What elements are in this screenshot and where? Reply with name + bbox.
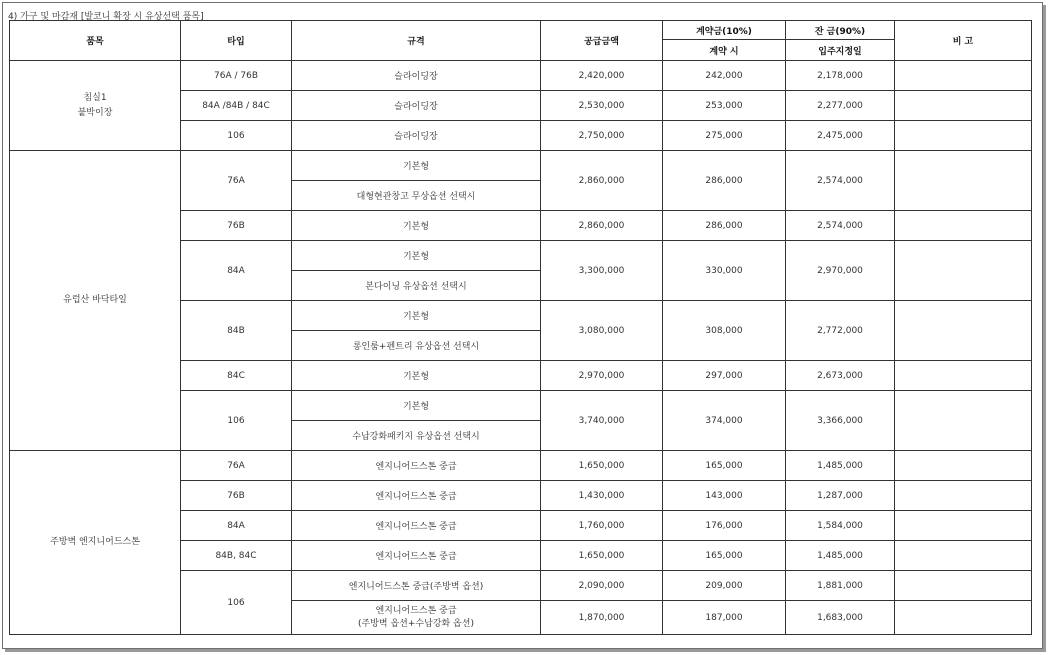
supply-price-cell: 3,740,000 (541, 391, 663, 451)
note-cell (895, 211, 1032, 241)
spec-cell: 기본형 (292, 211, 541, 241)
item-name-cell (10, 451, 181, 635)
contract-deposit-cell: 275,000 (663, 121, 786, 151)
supply-price-cell: 2,970,000 (541, 361, 663, 391)
spec-cell: 대형현관창고 무상옵션 선택시 (292, 181, 541, 211)
balance-cell: 1,485,000 (786, 541, 895, 571)
balance-cell: 2,673,000 (786, 361, 895, 391)
spec-cell: 엔지니어드스톤 중급 (292, 451, 541, 481)
contract-deposit-cell: 297,000 (663, 361, 786, 391)
spec-cell: 엔지니어드스톤 중급 (292, 481, 541, 511)
spec-cell: 기본형 (292, 361, 541, 391)
balance-cell: 1,881,000 (786, 571, 895, 601)
note-cell (895, 391, 1032, 451)
header-balance-timing: 입주지정일 (786, 40, 895, 61)
type-cell: 84A /84B / 84C (181, 91, 292, 121)
supply-price-cell: 1,650,000 (541, 451, 663, 481)
type-cell: 84B (181, 301, 292, 361)
note-cell (895, 121, 1032, 151)
balance-cell: 2,574,000 (786, 211, 895, 241)
note-cell (895, 61, 1032, 91)
balance-cell: 2,277,000 (786, 91, 895, 121)
supply-price-cell: 2,860,000 (541, 151, 663, 211)
note-cell (895, 241, 1032, 301)
note-cell (895, 481, 1032, 511)
item-name-cell (10, 61, 181, 151)
note-cell (895, 151, 1032, 211)
spec-cell: 슬라이딩장 (292, 121, 541, 151)
supply-price-cell: 2,750,000 (541, 121, 663, 151)
spec-cell: 슬라이딩장 (292, 91, 541, 121)
spec-cell: 엔지니어드스톤 중급 (주방벽 옵션+수납강화 옵션) (292, 601, 541, 635)
spec-cell: 롱인룸+펜트리 유상옵션 선택시 (292, 331, 541, 361)
contract-deposit-cell: 308,000 (663, 301, 786, 361)
spec-cell: 본다이닝 유상옵션 선택시 (292, 271, 541, 301)
table-row (10, 61, 1032, 91)
contract-deposit-cell: 187,000 (663, 601, 786, 635)
table-body (10, 61, 1032, 635)
spec-cell: 기본형 (292, 391, 541, 421)
supply-price-cell: 2,090,000 (541, 571, 663, 601)
contract-deposit-cell: 143,000 (663, 481, 786, 511)
note-cell (895, 511, 1032, 541)
section-caption: 4) 가구 및 마감재 [발코니 확장 시 유상선택 품목] (8, 12, 204, 22)
item-name-line: 주방벽 엔지니어드스톤 (50, 537, 140, 547)
balance-cell: 3,366,000 (786, 391, 895, 451)
note-cell (895, 361, 1032, 391)
supply-price-cell: 1,430,000 (541, 481, 663, 511)
balance-cell: 2,772,000 (786, 301, 895, 361)
note-cell (895, 91, 1032, 121)
header-item: 품목 (10, 21, 181, 61)
contract-deposit-cell: 330,000 (663, 241, 786, 301)
supply-price-cell: 1,760,000 (541, 511, 663, 541)
type-cell: 106 (181, 121, 292, 151)
contract-deposit-cell: 286,000 (663, 151, 786, 211)
contract-deposit-cell: 286,000 (663, 211, 786, 241)
balance-cell: 2,475,000 (786, 121, 895, 151)
note-cell (895, 541, 1032, 571)
contract-deposit-cell: 374,000 (663, 391, 786, 451)
option-price-table (9, 20, 1032, 635)
supply-price-cell: 1,650,000 (541, 541, 663, 571)
table-row (10, 151, 1032, 181)
spec-cell: 엔지니어드스톤 중급 (292, 541, 541, 571)
note-cell (895, 571, 1032, 601)
type-cell: 76A (181, 451, 292, 481)
type-cell: 106 (181, 571, 292, 635)
header-contract-deposit: 계약금(10%) (663, 21, 786, 40)
type-cell: 84C (181, 361, 292, 391)
spec-cell: 엔지니어드스톤 중급(주방벽 옵션) (292, 571, 541, 601)
spec-cell: 기본형 (292, 301, 541, 331)
balance-cell: 2,178,000 (786, 61, 895, 91)
header-balance: 잔 금(90%) (786, 21, 895, 40)
balance-cell: 1,584,000 (786, 511, 895, 541)
type-cell: 106 (181, 391, 292, 451)
balance-cell: 1,287,000 (786, 481, 895, 511)
type-cell: 76A / 76B (181, 61, 292, 91)
note-cell (895, 601, 1032, 635)
type-cell: 84A (181, 511, 292, 541)
balance-cell: 1,485,000 (786, 451, 895, 481)
header-spec: 규격 (292, 21, 541, 61)
supply-price-cell: 2,530,000 (541, 91, 663, 121)
header-note: 비 고 (895, 21, 1032, 61)
balance-cell: 1,683,000 (786, 601, 895, 635)
item-name-cell (10, 151, 181, 451)
contract-deposit-cell: 165,000 (663, 451, 786, 481)
supply-price-cell: 1,870,000 (541, 601, 663, 635)
item-name-line: 침실1 (83, 92, 107, 103)
contract-deposit-cell: 253,000 (663, 91, 786, 121)
supply-price-cell: 3,080,000 (541, 301, 663, 361)
supply-price-cell: 2,420,000 (541, 61, 663, 91)
table-row (10, 451, 1032, 481)
supply-price-cell: 2,860,000 (541, 211, 663, 241)
supply-price-cell: 3,300,000 (541, 241, 663, 301)
item-name-line: 유럽산 바닥타일 (63, 295, 127, 305)
header-type: 타입 (181, 21, 292, 61)
type-cell: 76B (181, 211, 292, 241)
spec-cell: 기본형 (292, 241, 541, 271)
balance-cell: 2,970,000 (786, 241, 895, 301)
spec-cell: 기본형 (292, 151, 541, 181)
type-cell: 84A (181, 241, 292, 301)
type-cell: 76B (181, 481, 292, 511)
spec-cell: 수납강화패키지 유상옵션 선택시 (292, 421, 541, 451)
contract-deposit-cell: 176,000 (663, 511, 786, 541)
type-cell: 76A (181, 151, 292, 211)
header-supply-price: 공급금액 (541, 21, 663, 61)
note-cell (895, 451, 1032, 481)
spec-cell: 엔지니어드스톤 중급 (292, 511, 541, 541)
contract-deposit-cell: 209,000 (663, 571, 786, 601)
item-name-line: 붙박이장 (77, 107, 113, 118)
spec-cell: 슬라이딩장 (292, 61, 541, 91)
type-cell: 84B, 84C (181, 541, 292, 571)
balance-cell: 2,574,000 (786, 151, 895, 211)
note-cell (895, 301, 1032, 361)
contract-deposit-cell: 242,000 (663, 61, 786, 91)
header-contract-timing: 계약 시 (663, 40, 786, 61)
contract-deposit-cell: 165,000 (663, 541, 786, 571)
